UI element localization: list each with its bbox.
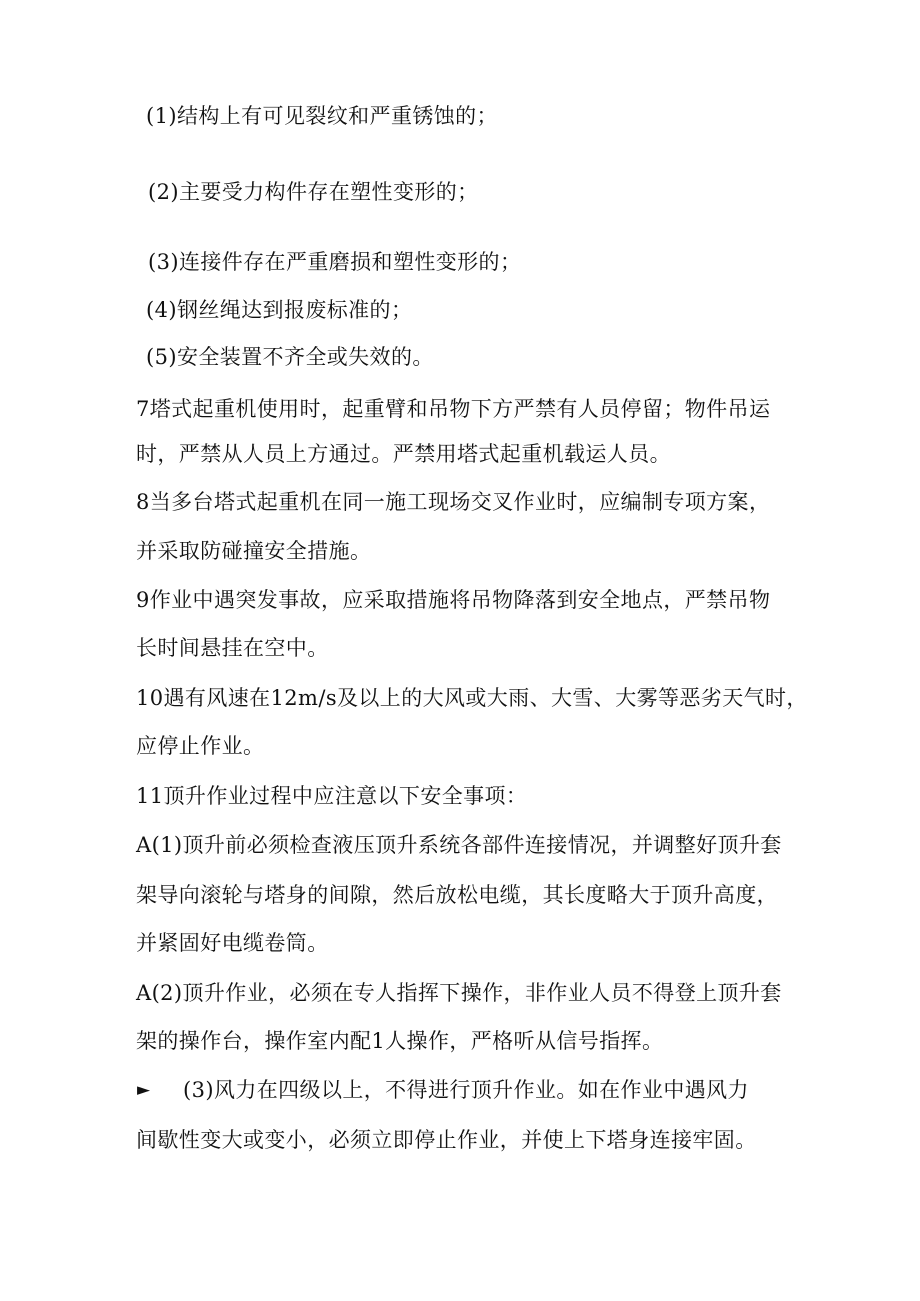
text-line-21: 间歇性变大或变小，必须立即停止作业，并使上下塔身连接牢固。: [136, 1128, 757, 1152]
text-line-10: 9作业中遇突发事故，应采取措施将吊物降落到安全地点，严禁吊物: [136, 588, 771, 612]
text-line-12: 10遇有风速在12m/s及以上的大风或大雨、大雪、大雾等恶劣天气时，: [136, 686, 808, 710]
text-line-15: A(1)顶升前必须检查液压顶升系统各部件连接情况，并调整好顶升套: [136, 833, 782, 857]
text-line-7: 时，严禁从人员上方通过。严禁用塔式起重机载运人员。: [136, 442, 671, 466]
arrow-bullet-icon: ►: [137, 1080, 151, 1100]
text-line-1: (1)结构上有可见裂纹和严重锈蚀的；: [146, 104, 498, 128]
text-line-2: (2)主要受力构件存在塑性变形的；: [148, 180, 479, 204]
text-line-5: (5)安全装置不齐全或失效的。: [146, 345, 434, 369]
text-line-6: 7塔式起重机使用时，起重臂和吊物下方严禁有人员停留；物件吊运: [136, 397, 771, 421]
text-line-9: 并采取防碰撞安全措施。: [136, 539, 372, 563]
text-line-17: 并紧固好电缆卷筒。: [136, 931, 329, 955]
text-line-8: 8当多台塔式起重机在同一施工现场交叉作业时，应编制专项方案，: [136, 490, 771, 514]
text-line-3: (3)连接件存在严重磨损和塑性变形的；: [148, 250, 522, 274]
text-line-11: 长时间悬挂在空中。: [136, 636, 329, 660]
text-line-14: 11顶升作业过程中应注意以下安全事项：: [136, 784, 528, 808]
text-line-13: 应停止作业。: [136, 734, 265, 758]
text-line-16: 架导向滚轮与塔身的间隙，然后放松电缆，其长度略大于顶升高度，: [136, 883, 778, 907]
text-line-4: (4)钢丝绳达到报废标准的；: [146, 298, 413, 322]
text-line-20: (3)风力在四级以上，不得进行顶升作业。如在作业中遇风力: [183, 1078, 749, 1102]
text-line-19: 架的操作台，操作室内配1人操作，严格听从信号指挥。: [136, 1029, 664, 1053]
text-line-18: A(2)顶升作业，必须在专人指挥下操作，非作业人员不得登上顶升套: [136, 981, 782, 1005]
